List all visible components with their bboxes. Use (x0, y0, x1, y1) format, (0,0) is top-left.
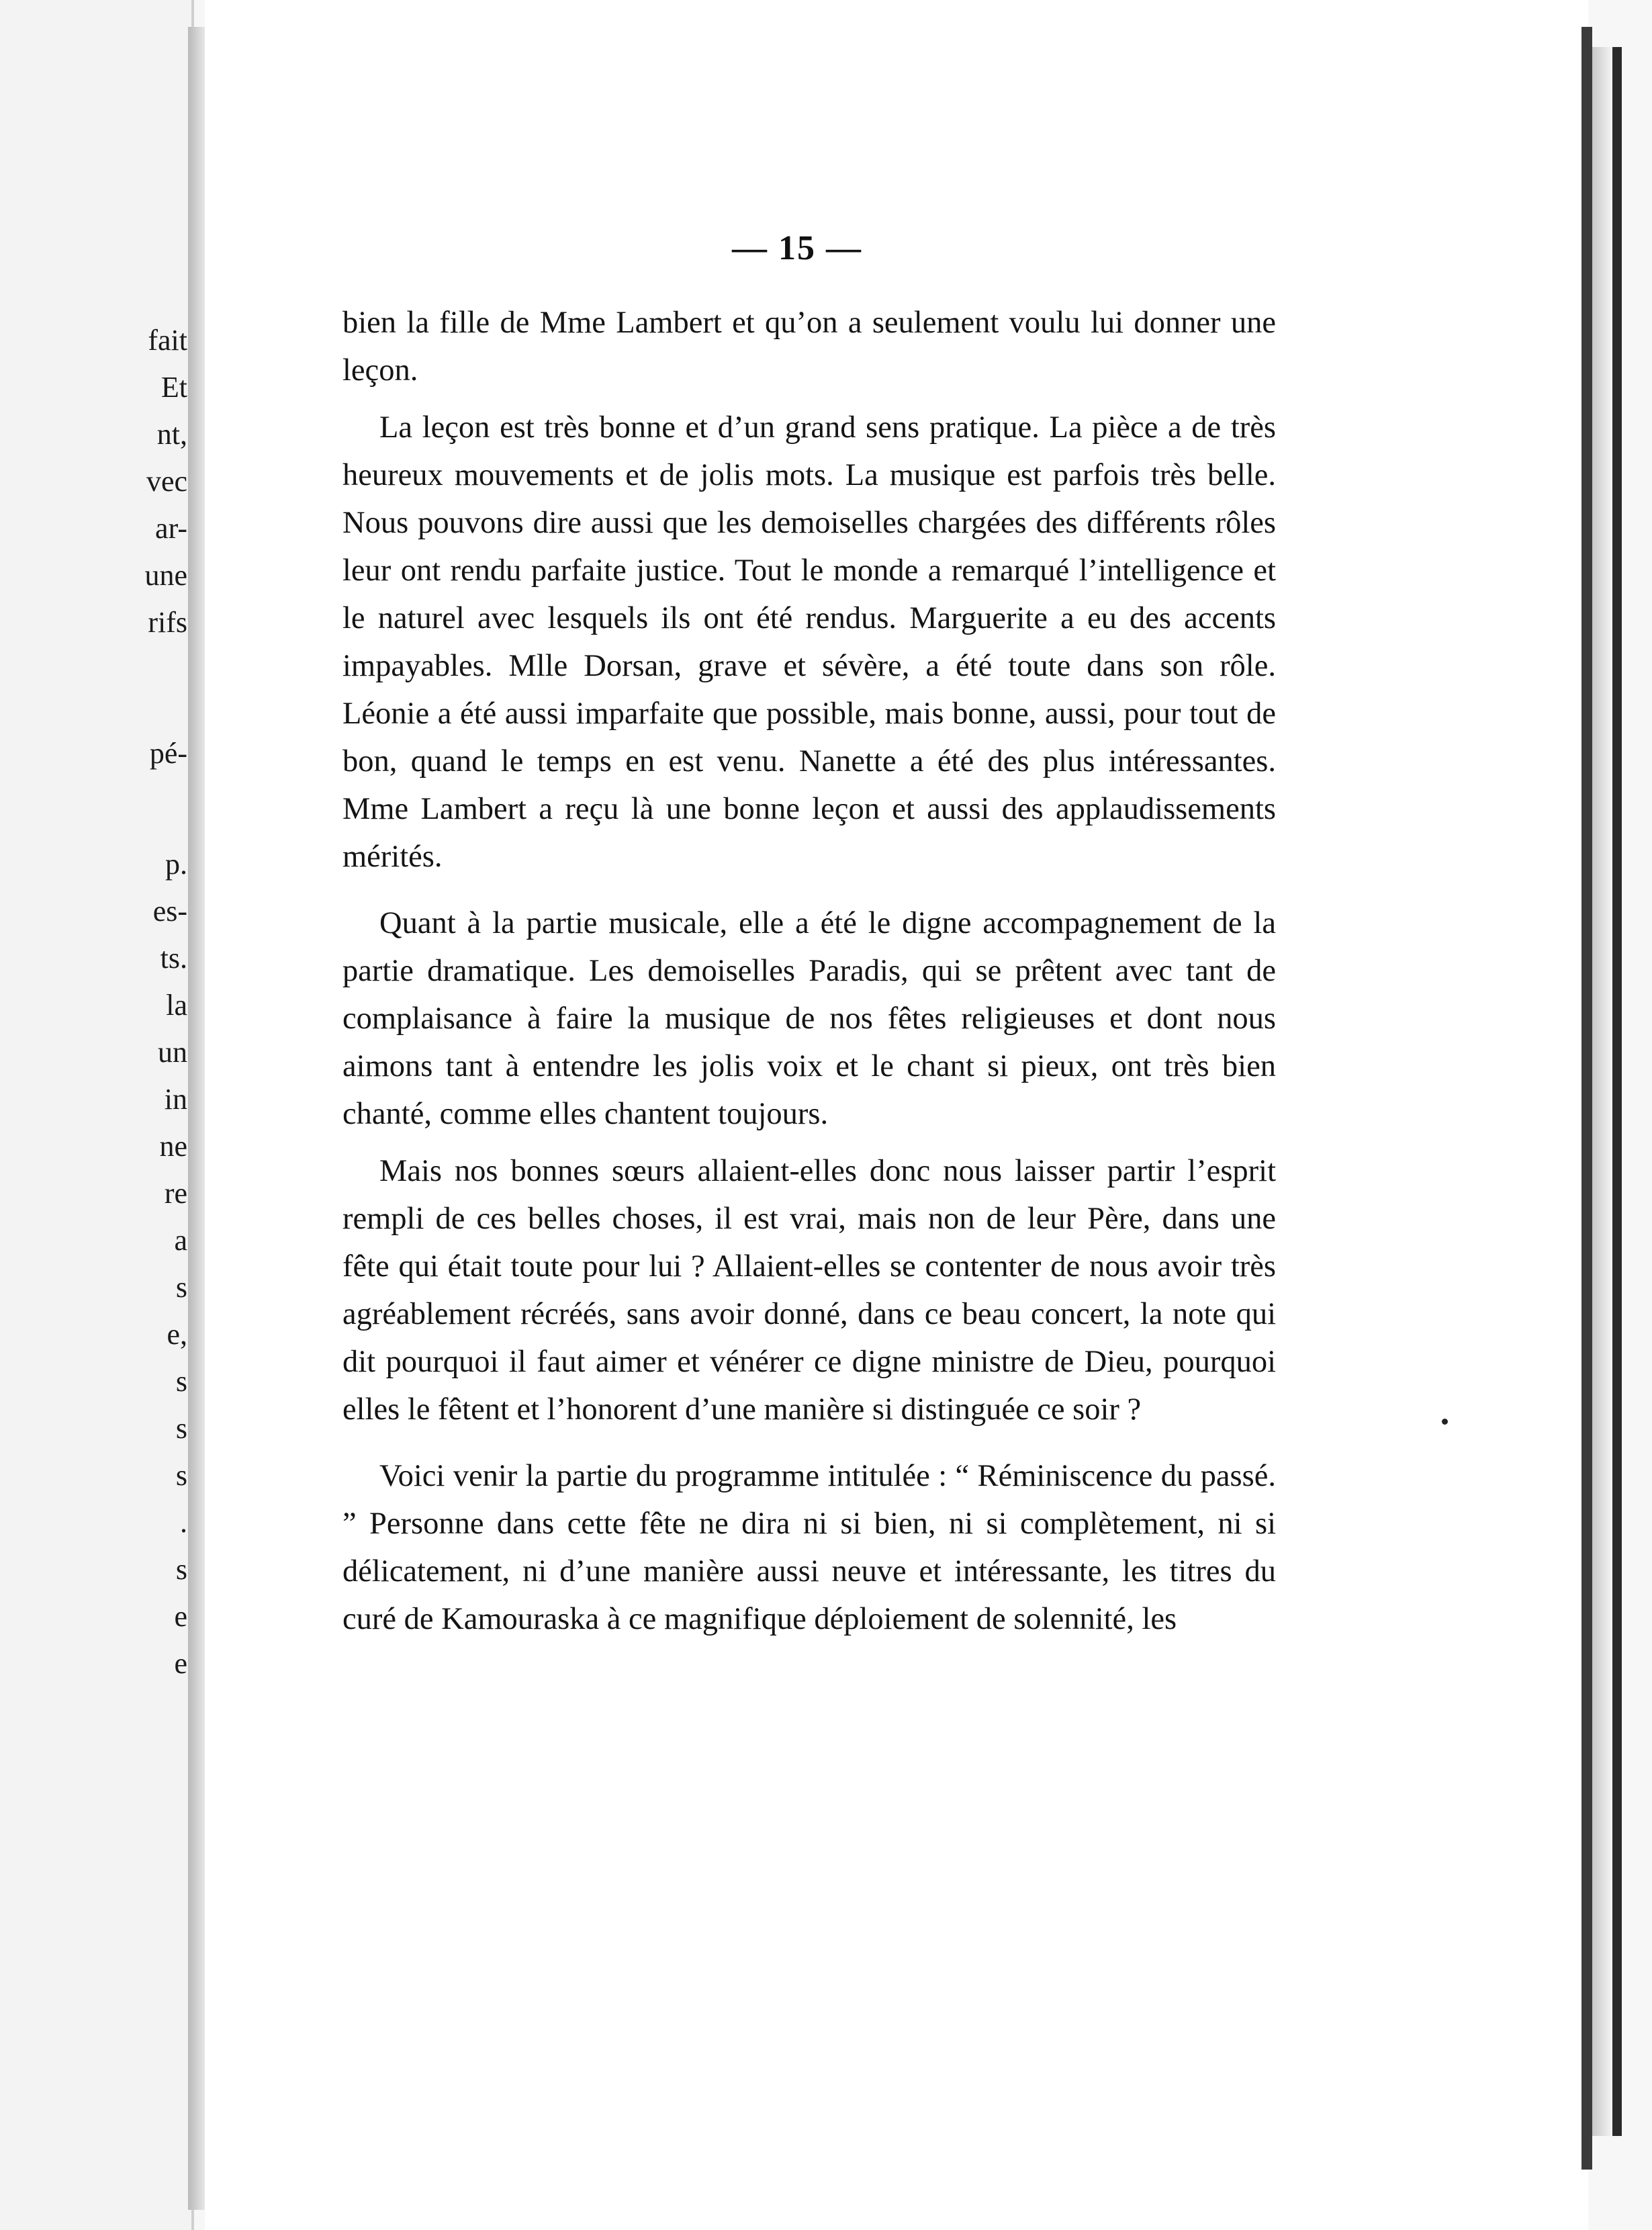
left-fragment: s (175, 1553, 187, 1586)
left-fragment: ar- (155, 512, 187, 545)
left-fragment: re (164, 1177, 187, 1210)
page-body-text (342, 299, 1276, 1643)
page-edge-dark (1581, 27, 1592, 2170)
left-fragment: vec (146, 465, 187, 498)
ink-speck (1442, 1419, 1448, 1425)
left-fragment: rifs (148, 606, 187, 639)
left-fragment: une (144, 559, 187, 592)
left-fragment: e, (167, 1318, 187, 1351)
left-fragment: pé- (149, 737, 187, 770)
left-fragment: nt, (156, 418, 187, 451)
paragraph-continuation: bien la fille de Mme Lambert et qu’on a seulement voulu lui donner une leçon. (342, 306, 1276, 388)
paragraph-reminiscence: Voici venir la partie du programme intitulée : “ Réminiscence du passé. ” Personne dans cette fête ne dira ni si bien, ni si complètement, ni si délicatement, ni d’une manière aussi neuve et intéressante, les titres du curé de Kamouraska à ce magnifique déploiement de solennité, les (342, 1459, 1276, 1636)
left-fragment: s (175, 1271, 187, 1304)
left-fragment: la (166, 989, 187, 1022)
left-fragment: . (180, 1506, 187, 1539)
left-fragment: e (174, 1600, 187, 1633)
left-fragment: Et (160, 371, 187, 404)
left-fragment: e (174, 1647, 187, 1680)
page-edge-outer (1612, 47, 1622, 2136)
left-fragment: s (175, 1459, 187, 1492)
left-page-edge (0, 0, 194, 2230)
left-fragment: s (175, 1412, 187, 1445)
left-fragment: in (164, 1083, 187, 1116)
paragraph-bonnes-soeurs: Mais nos bonnes sœurs allaient-elles donc nous laisser partir l’esprit rempli de ces belles choses, il est vrai, mais non de leur Père, dans une fête qui était toute pour lui ? Allaient-elles se contenter de nous avoir très agréablement récréés, sans avoir donné, dans ce beau concert, la note qui dit pourquoi il faut aimer et vénérer ce digne ministre de Dieu, pourquoi elles le fêtent et l’honorent d’une manière si distinguée ce soir ? (342, 1154, 1276, 1427)
book-gutter (188, 27, 205, 2210)
paragraph-lecon: La leçon est très bonne et d’un grand sens pratique. La pièce a de très heureux mouvements et de jolis mots. La musique est parfois très belle. Nous pouvons dire aussi que les demoiselles chargées des différents rôles leur ont rendu parfaite justice. Tout le monde a remarqué l’intelligence et le naturel avec lesquels ils ont été rendus. Marguerite a eu des accents impayables. Mlle Dorsan, grave et sévère, a été toute dans son rôle. Léonie a été aussi imparfaite que possible, mais bonne, aussi, pour tout de bon, quand le temps en est venu. Nanette a été des plus intéressantes. Mme Lambert a reçu là une bonne leçon et aussi des applaudissements mérités. (342, 410, 1276, 874)
page-number: — 15 — (732, 229, 862, 267)
paragraph-partie-musicale: Quant à la partie musicale, elle a été le digne accompagnement de la partie dramatique. Les demoiselles Paradis, qui se prêtent avec tant de complaisance à faire la musique de nos fêtes religieuses et dont nous aimons tant à entendre les jolis voix et le chant si pieux, ont très bien chanté, comme elles chantent toujours. (342, 906, 1276, 1131)
left-fragment: a (174, 1224, 187, 1257)
left-fragment: s (175, 1365, 187, 1398)
left-fragment: ne (159, 1130, 187, 1163)
left-fragment: p. (165, 848, 187, 881)
left-fragment: fait (148, 324, 187, 357)
left-fragment: un (158, 1036, 187, 1069)
page-edge-light (1592, 47, 1612, 2136)
left-fragment: es- (152, 895, 187, 928)
left-fragment: ts. (160, 942, 187, 975)
